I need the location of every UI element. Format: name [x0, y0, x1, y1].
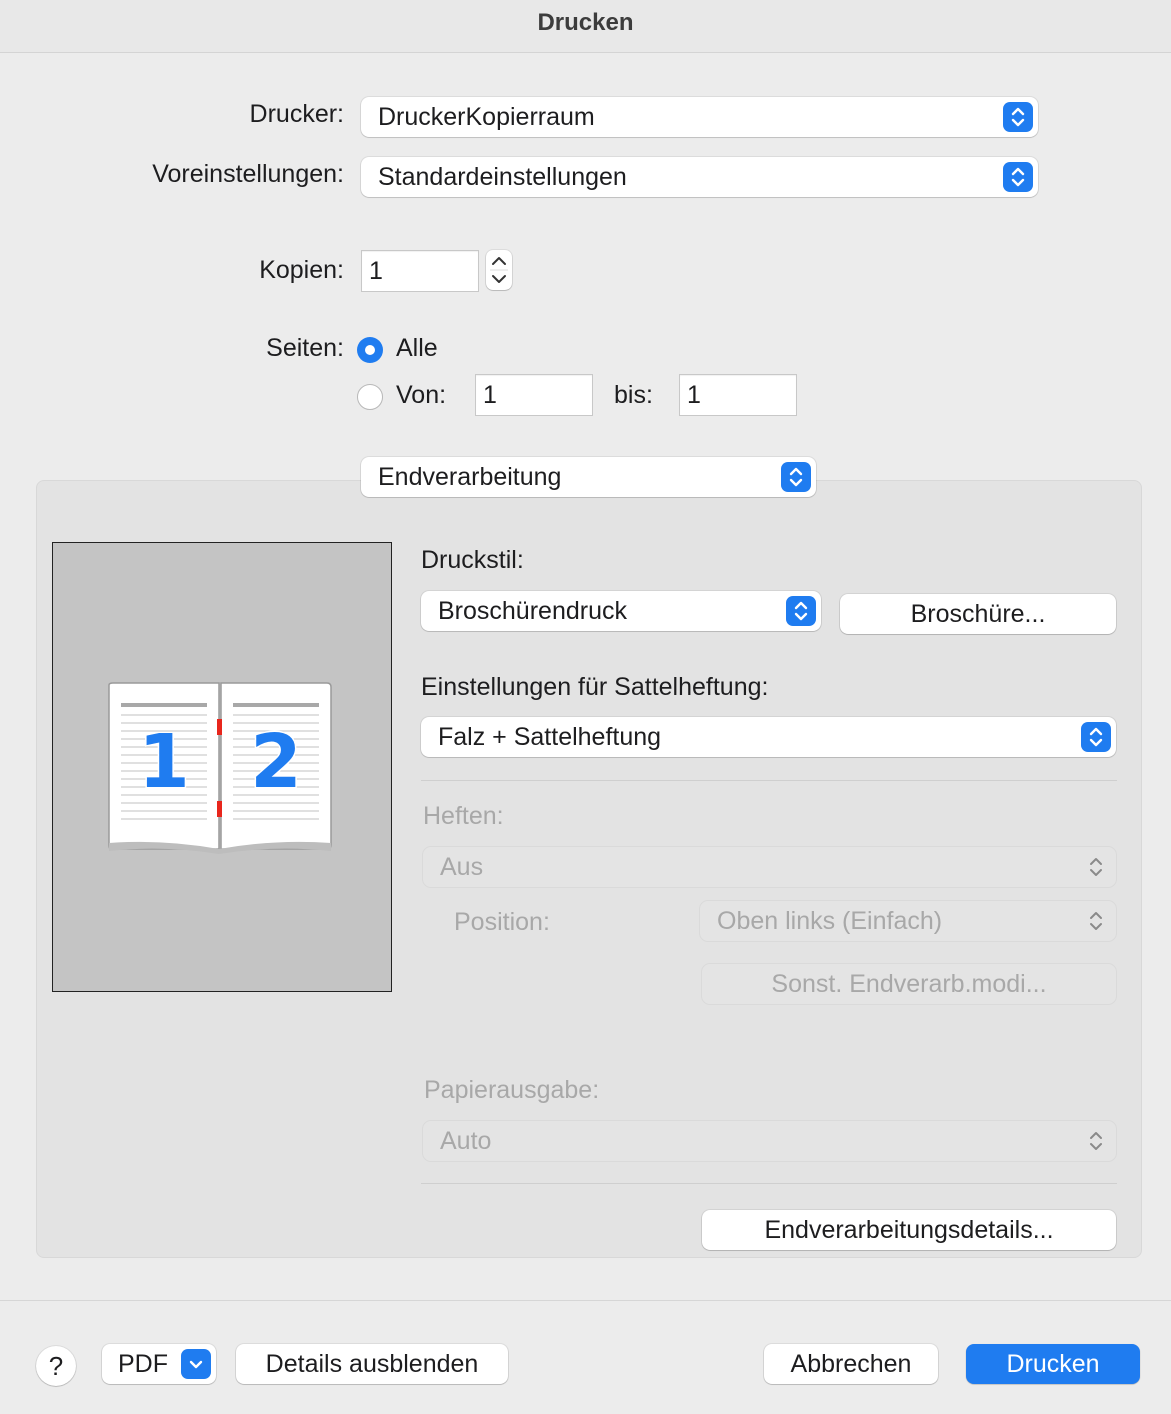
preview-page-left: 1 [138, 719, 190, 805]
copies-stepper[interactable] [486, 250, 512, 290]
up-down-chevron-icon [786, 596, 816, 626]
pages-to-field[interactable]: 1 [679, 374, 797, 416]
stepper-arrows-icon [486, 250, 512, 290]
up-down-chevron-icon [1003, 102, 1033, 132]
up-down-chevron-icon [1081, 722, 1111, 752]
booklet-preview [52, 542, 392, 992]
hide-details-button[interactable]: Details ausblenden [236, 1344, 508, 1384]
staple-popup[interactable] [423, 847, 1116, 887]
output-popup[interactable] [423, 1121, 1116, 1161]
pdf-menu-button[interactable] [102, 1344, 216, 1384]
presets-label: Voreinstellungen: [152, 160, 344, 188]
pages-range-radio[interactable] [357, 384, 383, 410]
staple-label: Heften: [423, 802, 504, 830]
up-down-chevron-icon [1086, 906, 1106, 936]
section-value: Endverarbeitung [378, 463, 562, 491]
help-button[interactable]: ? [36, 1346, 76, 1386]
printer-popup[interactable] [361, 97, 1038, 137]
separator [421, 1183, 1117, 1184]
other-finishing-modes-button[interactable]: Sonst. Endverarb.modi... [702, 964, 1116, 1004]
print-style-popup[interactable] [421, 591, 821, 631]
presets-popup[interactable] [361, 157, 1038, 197]
booklet-button[interactable]: Broschüre... [840, 594, 1116, 634]
open-booklet-icon [53, 543, 391, 991]
output-value: Auto [440, 1127, 492, 1155]
copies-label: Kopien: [259, 256, 344, 284]
footer-separator [0, 1300, 1171, 1301]
position-label: Position: [454, 908, 550, 936]
preview-page-right: 2 [250, 719, 302, 805]
position-popup[interactable] [700, 901, 1116, 941]
pages-label: Seiten: [266, 334, 344, 362]
presets-value: Standardeinstellungen [378, 163, 627, 191]
printer-value: DruckerKopierraum [378, 103, 595, 131]
print-button[interactable]: Drucken [966, 1344, 1140, 1384]
pages-from-label: Von: [396, 381, 447, 409]
pages-all-radio[interactable] [357, 337, 383, 363]
window-title: Drucken [0, 0, 1171, 53]
up-down-chevron-icon [1086, 1126, 1106, 1156]
chevron-down-icon [181, 1349, 211, 1379]
print-style-value: Broschürendruck [438, 597, 627, 625]
up-down-chevron-icon [1003, 162, 1033, 192]
position-value: Oben links (Einfach) [717, 907, 943, 935]
pages-all-label: Alle [396, 334, 438, 362]
up-down-chevron-icon [781, 462, 811, 492]
output-label: Papierausgabe: [424, 1076, 600, 1104]
pages-from-field[interactable]: 1 [475, 374, 593, 416]
saddle-label: Einstellungen für Sattelheftung: [421, 673, 769, 701]
pages-to-label: bis: [614, 381, 653, 409]
section-popup[interactable] [361, 457, 816, 497]
print-style-label: Druckstil: [421, 546, 524, 574]
up-down-chevron-icon [1086, 852, 1106, 882]
printer-label: Drucker: [249, 100, 344, 128]
saddle-value: Falz + Sattelheftung [438, 723, 662, 751]
separator [421, 780, 1117, 781]
finishing-details-button[interactable]: Endverarbeitungsdetails... [702, 1210, 1116, 1250]
cancel-button[interactable]: Abbrechen [764, 1344, 938, 1384]
staple-value: Aus [440, 853, 484, 881]
copies-field[interactable]: 1 [361, 250, 479, 292]
saddle-popup[interactable] [421, 717, 1116, 757]
pdf-label: PDF [118, 1350, 168, 1378]
